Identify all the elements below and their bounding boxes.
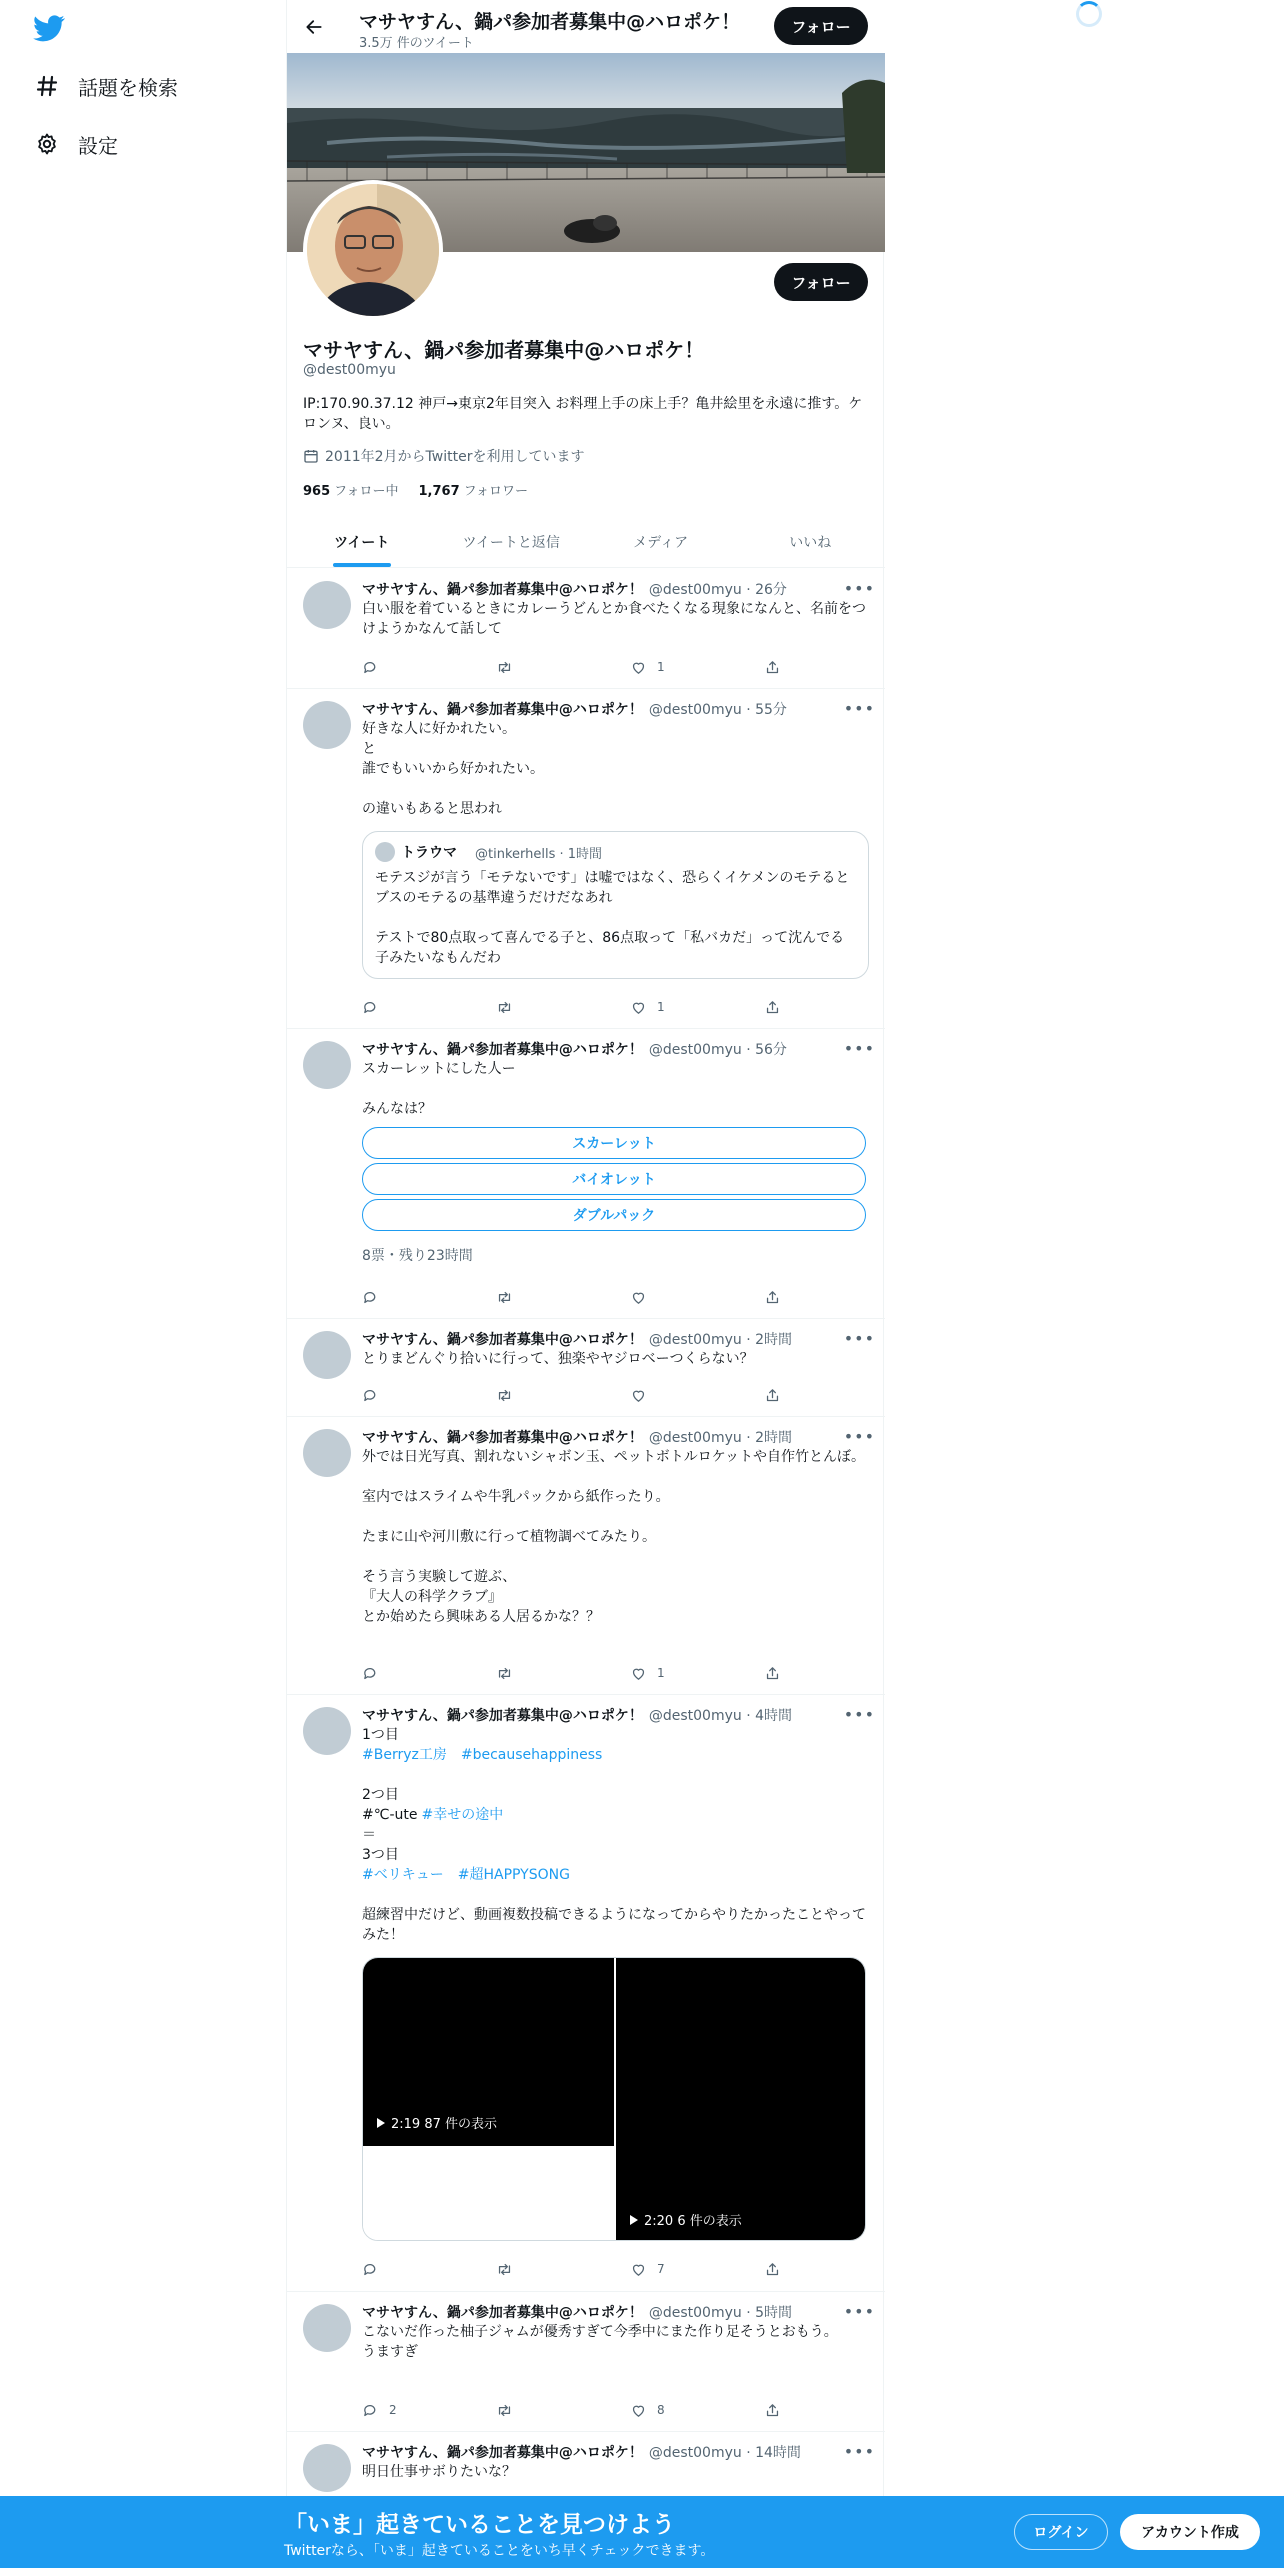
tweet-actions	[362, 657, 792, 677]
nav-explore-label: 話題を検索	[78, 75, 178, 100]
share-icon	[764, 2261, 781, 2278]
tweet-line-text: #℃-ute	[362, 1807, 418, 1823]
share-icon	[764, 1289, 781, 1306]
tweet-meta: @dest00myu · 56分	[648, 1042, 787, 1058]
tab-tweets[interactable]: ツイート	[287, 516, 437, 567]
nav-settings[interactable]	[32, 116, 118, 172]
hashtag-row	[362, 1745, 869, 1765]
tweet[interactable]	[287, 569, 885, 689]
share-icon	[764, 999, 781, 1016]
tweet[interactable]	[287, 1029, 885, 1319]
retweet-button[interactable]	[496, 1387, 513, 1404]
profile-header-bar	[287, 0, 885, 53]
share-button[interactable]	[764, 1289, 781, 1306]
tweet-avatar[interactable]	[303, 2444, 351, 2492]
tweet-actions	[362, 2259, 792, 2279]
retweet-button[interactable]	[496, 2261, 513, 2278]
tweet-actions	[362, 1287, 792, 1307]
quote-author: トラウマ	[401, 845, 457, 861]
tweet-author[interactable]: マサヤすん、鍋パ参加者募集中@ハロポケ！	[362, 2305, 643, 2321]
hashtag-link[interactable]: #超HAPPYSONG	[457, 1867, 570, 1883]
header-name: マサヤすん、鍋パ参加者募集中@ハロポケ！	[359, 11, 741, 33]
reply-button[interactable]	[362, 2402, 397, 2419]
hashtag-link[interactable]: #幸せの途中	[421, 1807, 504, 1823]
share-button[interactable]	[764, 2261, 781, 2278]
reply-icon	[362, 999, 379, 1016]
tweet-author[interactable]: マサヤすん、鍋パ参加者募集中@ハロポケ！	[362, 2445, 643, 2461]
more-icon[interactable]: •••	[843, 1039, 875, 1058]
retweet-button[interactable]	[496, 659, 513, 676]
reply-button[interactable]	[362, 2261, 379, 2278]
tweet-meta: @dest00myu · 5時間	[648, 2305, 792, 2321]
video-label: 2:19 87 件の表示	[391, 2117, 497, 2132]
nav-settings-label: 設定	[78, 133, 118, 158]
poll-option[interactable]: バイオレット	[362, 1163, 866, 1195]
more-icon[interactable]: •••	[843, 699, 875, 718]
video-label: 2:20 6 件の表示	[644, 2214, 742, 2229]
more-icon[interactable]: •••	[843, 1329, 875, 1348]
login-button[interactable]: ログイン	[1014, 2514, 1108, 2550]
like-button[interactable]	[630, 2261, 665, 2278]
reply-icon	[362, 1289, 379, 1306]
gear-icon	[32, 129, 62, 159]
profile-joined-text: 2011年2月からTwitterを利用しています	[325, 449, 585, 465]
tweet-actions	[362, 1663, 792, 1683]
video-thumbnail[interactable]	[363, 1958, 614, 2146]
heart-icon	[630, 2261, 647, 2278]
like-button[interactable]	[630, 999, 665, 1016]
reply-button[interactable]	[362, 1665, 379, 1682]
reply-button[interactable]	[362, 999, 379, 1016]
hashtag-link[interactable]: #Berryz工房	[362, 1747, 447, 1763]
tab-tweets-replies[interactable]: ツイートと返信	[462, 534, 560, 551]
profile-bio: IP:170.90.37.12 神戸→東京2年目突入 お料理上手の床上手？亀井絵里を永遠に推す。ケロンヌ、良い。	[303, 396, 863, 432]
hashtag-row	[362, 1865, 869, 1885]
retweet-icon	[496, 999, 513, 1016]
tweet[interactable]	[287, 2292, 885, 2432]
retweet-button[interactable]	[496, 999, 513, 1016]
retweet-icon	[496, 1387, 513, 1404]
tweet-avatar[interactable]	[303, 1707, 351, 1755]
more-icon[interactable]: •••	[843, 2302, 875, 2321]
heart-icon	[630, 2402, 647, 2419]
tweet-avatar[interactable]	[303, 701, 351, 749]
retweet-button[interactable]	[496, 1289, 513, 1306]
tweet-meta: @dest00myu · 2時間	[648, 1332, 792, 1348]
tweet-meta: @dest00myu · 26分	[648, 582, 787, 598]
heart-icon	[630, 1387, 647, 1404]
play-icon	[377, 2118, 385, 2128]
like-count: 1	[657, 1000, 665, 1014]
back-button[interactable]	[299, 12, 329, 42]
more-icon[interactable]: •••	[843, 1705, 875, 1724]
reply-icon	[362, 2261, 379, 2278]
like-button[interactable]	[630, 2402, 665, 2419]
retweet-icon	[496, 2402, 513, 2419]
profile-tabs	[287, 516, 885, 568]
profile-name: マサヤすん、鍋パ参加者募集中@ハロポケ！	[303, 338, 705, 362]
retweet-icon	[496, 2261, 513, 2278]
tweet-author[interactable]: マサヤすん、鍋パ参加者募集中@ハロポケ！	[362, 582, 643, 598]
tweet[interactable]	[287, 689, 885, 1029]
tweet[interactable]	[287, 1695, 885, 2292]
tab-likes[interactable]: いいね	[789, 534, 832, 551]
share-icon	[764, 2402, 781, 2419]
profile-avatar[interactable]	[303, 180, 443, 320]
like-count: 1	[657, 1666, 665, 1680]
tweet-text: 超練習中だけど、動画複数投稿できるようになってからやりたかったことやってみた！	[362, 1907, 866, 1943]
hashtag-link[interactable]: #ベリキュー	[362, 1867, 444, 1883]
tweet-text: とりまどんぐり拾いに行って、独楽やヤジロベーつくらない？	[362, 1351, 754, 1367]
share-icon	[764, 659, 781, 676]
tweet-media	[362, 1957, 866, 2241]
reply-button[interactable]	[362, 659, 379, 676]
retweet-icon	[496, 1665, 513, 1682]
more-icon[interactable]: •••	[843, 2442, 875, 2461]
tweet-actions	[362, 997, 792, 1017]
share-icon	[764, 1665, 781, 1682]
followers-link[interactable]: 1,767 フォロワー	[418, 484, 528, 499]
nav-explore[interactable]	[32, 58, 178, 114]
tweet-meta: @dest00myu · 4時間	[648, 1708, 792, 1724]
signup-banner-subtitle: Twitterなら、「いま」起きていることをいち早くチェックできます。	[284, 2543, 715, 2559]
quote-avatar	[375, 842, 395, 862]
like-button[interactable]	[630, 1387, 647, 1404]
tweet-avatar[interactable]	[303, 2304, 351, 2352]
tweet-actions	[362, 2400, 792, 2420]
play-icon	[630, 2215, 638, 2225]
share-button[interactable]	[764, 1387, 781, 1404]
tweet-line: 2つ目	[362, 1787, 399, 1803]
reply-icon	[362, 1387, 379, 1404]
tweet-avatar[interactable]	[303, 1331, 351, 1379]
tweet-text: 明日仕事サボりたいな？	[362, 2464, 516, 2480]
poll-option[interactable]: スカーレット	[362, 1127, 866, 1159]
share-button[interactable]	[764, 2402, 781, 2419]
hashtag-link[interactable]: #becausehappiness	[460, 1747, 603, 1763]
quote-text: モテスジが言う「モテないです」は嘘ではなく、恐らくイケメンのモテるとブスのモテるの基準違うだけだなあれ テストで80点取って喜んでる子と、86点取って「私バカだ」って沈んでる子みたいなもんだわ	[375, 870, 850, 966]
hashtag-icon	[32, 71, 62, 101]
twitter-bird-icon[interactable]	[32, 12, 66, 44]
like-button[interactable]	[630, 659, 665, 676]
tweet[interactable]	[287, 1417, 885, 1695]
header-follow-button[interactable]: フォロー	[774, 7, 868, 45]
more-icon[interactable]: •••	[843, 579, 875, 598]
retweet-button[interactable]	[496, 2402, 513, 2419]
share-button[interactable]	[764, 659, 781, 676]
poll-option[interactable]: ダブルパック	[362, 1199, 866, 1231]
tweet-text: 白い服を着ているときにカレーうどんとか食べたくなる現象になんと、名前をつけようかなんて話して	[362, 601, 866, 637]
tweet-text: 外では日光写真、割れないシャボン玉、ペットボトルロケットや自作竹とんぼ。 室内ではスライムや牛乳パックから紙作ったり。 たまに山や河川敷に行って植物調べてみたり。 そう言う実験して遊ぶ、 『大人の科学クラブ』 とか始めたら興味ある人居るかな？？	[362, 1449, 866, 1625]
loading-spinner-icon	[1076, 1, 1102, 27]
tweet-author[interactable]: マサヤすん、鍋パ参加者募集中@ハロポケ！	[362, 702, 643, 718]
profile-column	[286, 0, 884, 2568]
tweet-meta: @dest00myu · 2時間	[648, 1430, 792, 1446]
reply-icon	[362, 2402, 379, 2419]
tweet[interactable]	[287, 1319, 885, 1417]
more-icon[interactable]: •••	[843, 1427, 875, 1446]
like-button[interactable]	[630, 1665, 665, 1682]
create-account-button[interactable]: アカウント作成	[1120, 2514, 1260, 2550]
hashtag-row	[362, 1805, 869, 1825]
reply-button[interactable]	[362, 1387, 379, 1404]
signup-banner	[0, 2496, 1284, 2568]
profile-handle: @dest00myu	[303, 362, 396, 378]
reply-button[interactable]	[362, 1289, 379, 1306]
profile-follow-stats	[303, 480, 548, 499]
tweet-author[interactable]: マサヤすん、鍋パ参加者募集中@ハロポケ！	[362, 1332, 643, 1348]
tweet-text: こないだ作った柚子ジャムが優秀すぎて今季中にまた作り足そうとおもう。 うますぎ	[362, 2324, 838, 2360]
tweet-author[interactable]: マサヤすん、鍋パ参加者募集中@ハロポケ！	[362, 1430, 643, 1446]
reply-icon	[362, 1665, 379, 1682]
tweet-avatar[interactable]	[303, 1429, 351, 1477]
tweet-text: スカーレットにした人ー みんなは？	[362, 1061, 516, 1117]
heart-icon	[630, 1289, 647, 1306]
profile-follow-button[interactable]: フォロー	[774, 263, 868, 301]
profile-joined	[303, 446, 584, 466]
poll-meta: 8票・残り23時間	[362, 1248, 473, 1264]
video-thumbnail[interactable]	[616, 1958, 866, 2241]
like-count: 7	[657, 2262, 665, 2276]
arrow-left-icon	[304, 17, 324, 37]
tweet-meta: @dest00myu · 55分	[648, 702, 787, 718]
tweet-author[interactable]: マサヤすん、鍋パ参加者募集中@ハロポケ！	[362, 1708, 643, 1724]
tweet-meta: @dest00myu · 14時間	[648, 2445, 801, 2461]
signup-banner-title: 「いま」起きていることを見つけよう	[284, 2512, 675, 2538]
quote-meta: @tinkerhells · 1時間	[475, 846, 603, 862]
reply-count: 2	[389, 2403, 397, 2417]
retweet-icon	[496, 1289, 513, 1306]
tab-media[interactable]: メディア	[633, 534, 689, 551]
heart-icon	[630, 1665, 647, 1682]
following-link[interactable]: 965 フォロー中	[303, 484, 399, 499]
retweet-icon	[496, 659, 513, 676]
quoted-tweet[interactable]	[362, 831, 869, 979]
like-count: 1	[657, 660, 665, 674]
tweet-author[interactable]: マサヤすん、鍋パ参加者募集中@ハロポケ！	[362, 1042, 643, 1058]
share-button[interactable]	[764, 999, 781, 1016]
heart-icon	[630, 999, 647, 1016]
share-icon	[764, 1387, 781, 1404]
like-count: 8	[657, 2403, 665, 2417]
heart-icon	[630, 659, 647, 676]
tweet-line: ＝	[362, 1827, 376, 1843]
header-tweet-count: 3.5万 件のツイート	[359, 36, 474, 51]
like-button[interactable]	[630, 1289, 647, 1306]
retweet-button[interactable]	[496, 1665, 513, 1682]
calendar-icon	[303, 448, 319, 464]
tweet-avatar[interactable]	[303, 581, 351, 629]
tweet-actions	[362, 1385, 792, 1405]
share-button[interactable]	[764, 1665, 781, 1682]
tweet-line: 3つ目	[362, 1847, 399, 1863]
tweet-avatar[interactable]	[303, 1041, 351, 1089]
tweet-text: 好きな人に好かれたい。 と 誰でもいいから好かれたい。 の違いもあると思われ	[362, 721, 544, 817]
poll	[362, 1127, 869, 1265]
reply-icon	[362, 659, 379, 676]
tweet-line: 1つ目	[362, 1727, 399, 1743]
